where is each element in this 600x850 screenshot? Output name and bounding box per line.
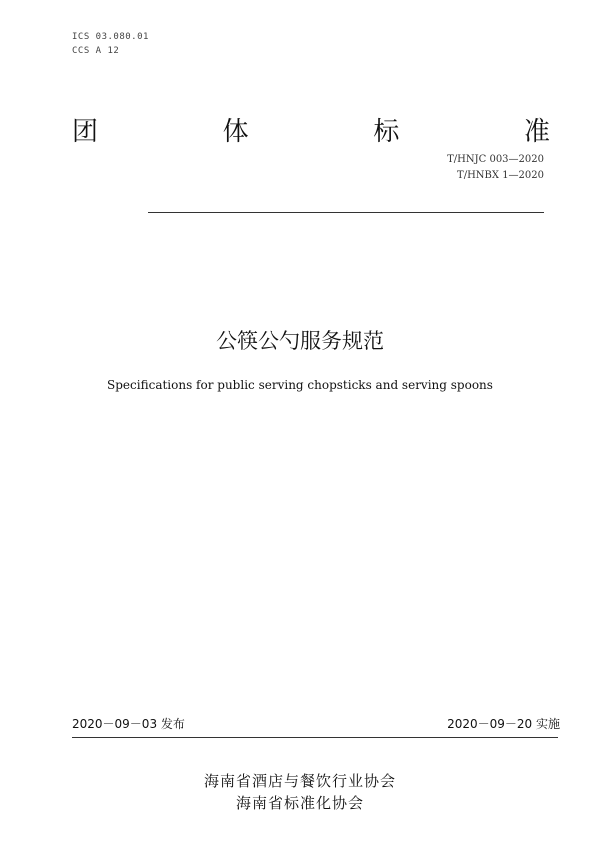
implementation-date: 2020－09－20 实施 bbox=[447, 717, 560, 731]
heading-char-4: 准 bbox=[523, 117, 550, 147]
publisher-2: 海南省标准化协会 bbox=[235, 794, 364, 812]
heading-char-2: 体 bbox=[222, 117, 249, 147]
header-divider bbox=[148, 212, 544, 213]
publisher-1: 海南省酒店与餐饮行业协会 bbox=[203, 772, 396, 790]
footer-divider bbox=[72, 737, 558, 738]
standard-number-2: T/HNBX 1—2020 bbox=[457, 170, 544, 181]
issue-date: 2020－09－03 发布 bbox=[72, 717, 185, 731]
ics-code: ICS 03.080.01 bbox=[72, 32, 149, 42]
ccs-code: CCS A 12 bbox=[72, 46, 120, 56]
classification-codes bbox=[72, 30, 149, 58]
heading-char-1: 团 bbox=[72, 117, 99, 147]
heading-char-3: 标 bbox=[373, 117, 400, 147]
standard-numbers bbox=[447, 152, 544, 184]
standard-type-heading bbox=[72, 117, 550, 147]
document-title-chinese: 公筷公勺服务规范 bbox=[216, 329, 384, 353]
publishers bbox=[0, 770, 600, 814]
standard-number-1: T/HNJC 003—2020 bbox=[447, 154, 544, 165]
document-title-english: Specifications for public serving chopsticks and serving spoons bbox=[107, 378, 493, 392]
